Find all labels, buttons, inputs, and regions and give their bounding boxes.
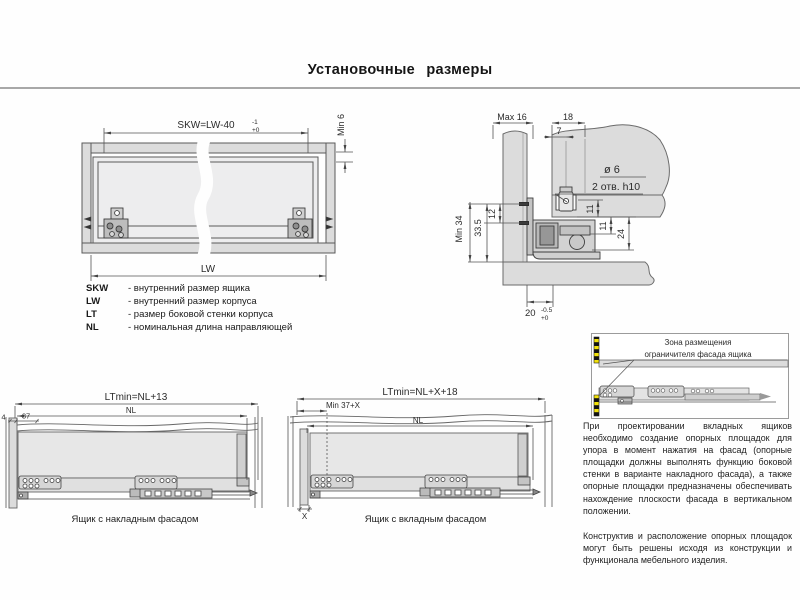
dim-20-tol-upper: -0.5 (541, 307, 553, 314)
legend-row-nl (86, 321, 292, 334)
legend-row-lt (86, 308, 292, 321)
dim-20-tol-lower: +0 (541, 315, 549, 322)
page-title: Установочные размеры (307, 62, 493, 78)
dim-ltmin13-label: LTmin=NL+13 (104, 392, 168, 403)
dim-skw-label: SKW=LW-40 (177, 120, 235, 131)
legend-term: SKW (86, 283, 109, 294)
notes-paragraph-1: При проектировании вкладных ящиков необходимо создание опорных площадок для упора в момент нажатия на фасад (опорные площадки должны выполнять функцию боковой стенки в варианте накладного фасада), а также опорные площадки предназначены обеспечивать нахождение плоскости фасада в вертикальном положении. (583, 421, 792, 516)
dim-min6-label: Min 6 (336, 113, 346, 137)
figure-limiter-zone (590, 332, 790, 420)
dim-37-label: 37 (21, 411, 31, 421)
legend-desc: - внутренний размер корпуса (128, 296, 257, 307)
dim-12-label: 12 (487, 208, 497, 220)
dim-nl-label: NL (125, 406, 137, 415)
dim-lw-label: LW (200, 264, 216, 275)
legend-desc: - номинальная длина направляющей (128, 322, 293, 333)
notes-block (583, 420, 792, 579)
caption-overlay-facade: Ящик с накладным фасадом (71, 514, 199, 525)
legend-term: NL (86, 322, 99, 333)
dim-skw-tol-lower: +0 (252, 127, 260, 134)
legend-row-lw (86, 295, 292, 308)
legend-term: LT (86, 309, 97, 320)
legend-row-skw (86, 282, 292, 295)
dim-min34-label: Min 34 (454, 215, 464, 243)
legend (86, 282, 292, 334)
figure-front-view (0, 95, 370, 290)
dim-x-label: X (301, 512, 308, 521)
dim-24-label: 24 (616, 228, 626, 240)
dim-holes-label: 2 отв. h10 (592, 181, 641, 193)
break-line (200, 139, 207, 259)
legend-desc: - размер боковой стенки корпуса (128, 309, 274, 320)
caption-inset-facade: Ящик с вкладным фасадом (364, 514, 487, 525)
dim-min37x-label: Min 37+X (325, 401, 361, 410)
dim-skw-tol-upper: -1 (252, 119, 258, 126)
dim-4-label: 4 (1, 412, 6, 422)
dim-33_5-label: 33.5 (473, 219, 483, 237)
dim-20-label: 20 (525, 308, 536, 319)
dim-ltmin18-label: LTmin=NL+X+18 (382, 387, 458, 398)
title-divider (0, 87, 800, 89)
dim-18-label: 18 (562, 112, 574, 122)
legend-term: LW (86, 296, 101, 307)
zone-callout-line2: ограничителя фасада ящика (644, 350, 752, 359)
figure-section-view (440, 95, 800, 335)
dim-nl2-label: NL (412, 416, 424, 425)
dim-11a-label: 11 (585, 204, 595, 214)
dim-7-label: 7 (556, 126, 562, 136)
dim-11b-label: 11 (598, 221, 608, 231)
legend-desc: - внутренний размер ящика (128, 283, 250, 294)
dim-max16-label: Max 16 (497, 112, 527, 122)
notes-paragraph-2: Конструктив и расположение опорных площадок могут быть решены исходя из конструкции и функционала мебельного изделия. (583, 530, 792, 565)
dim-dia6-label: ø 6 (604, 164, 620, 176)
zone-callout-line1: Зона размещения (664, 338, 732, 347)
